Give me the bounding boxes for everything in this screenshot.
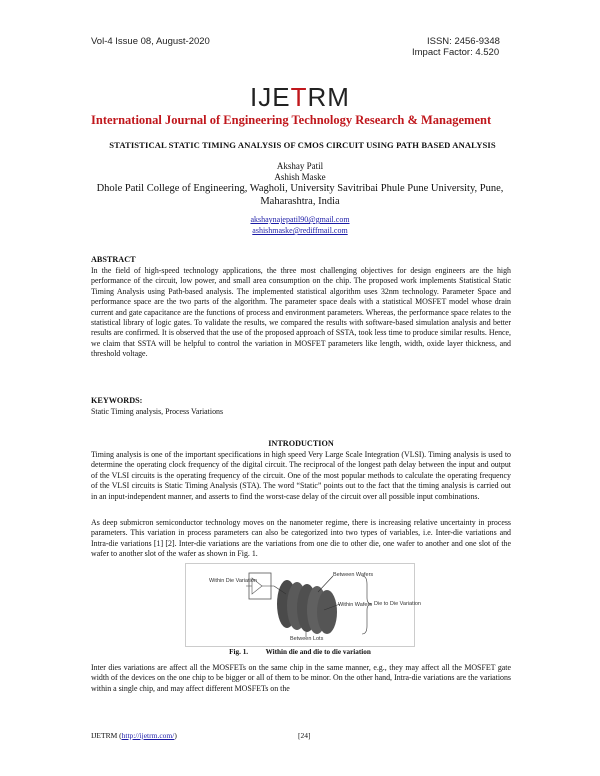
introduction-heading: INTRODUCTION [268, 439, 334, 448]
author-1: Akshay Patil [276, 161, 324, 171]
logo-text-red: T [290, 82, 308, 112]
intro-paragraph-2: As deep submicron semiconductor technology moves on the nanometer regime, there is increasing relative uncertainty in process parameters. This variation in process parameters can also be categorized into two types of variables, i.e. Inter-die variations and Intra-die variations [1] [2]. Inter-die variations are the variations from one die to other die, one wafer to another and one slot of the wafer to another slot of the wafer as shown in Fig. 1. [91, 518, 511, 559]
abstract-text: In the field of high-speed technology applications, the three most challenging objectives for design engineers are the high performance of the circuit, low power, and small area consumption on the chip. The proposed work implements Statistical Static Timing Analysis using Path-based analysis. The implemented statistical algorithm uses 32nm technology. Parameter Space and performance space are the two parts of the algorithm. The parameter space deals with a statistical MOSFET model whose drain current and gate capacitance are the functions of process and environment parameters. Whereas, the performance space relates to the statistical library of logic gates. To validate the results, we compared the results with software-based simulation analysis and better results are confirmed. It is observed that the use of the proposed approach of SSTA, took less time to produce similar results. Hence, we claim that SSTA will be helpful to control the variation in MOSFET parameters like length, width, oxide layer thickness, and threshold voltage. [91, 266, 511, 359]
caption-number: Fig. 1. [229, 648, 249, 656]
issn: ISSN: 2456-9348 [427, 36, 500, 47]
abstract-heading: ABSTRACT [91, 255, 136, 264]
footer-link[interactable]: http://ijetrm.com/ [121, 731, 175, 740]
footer-close: ) [174, 731, 177, 740]
volume-issue: Vol-4 Issue 08, August-2020 [91, 36, 210, 47]
logo-text-rest: RM [307, 82, 350, 112]
intro-paragraph-1: Timing analysis is one of the important specifications in high speed Very Large Scale Integration (VLSI). Timing analysis is used to determine the operating clock frequency of the digital circuit. The reciprocal of the longest path delay between the input and output of the VLSI circuits is the operating frequency of the circuit. One of the most popular methods to calculate the operating frequency of the VLSI circuits is Static Timing Analysis (STA). The word “Static” points out to the fact that the timing analysis is carried out in an input-independent manner, and asserts to find the worst-case delay of the circuit over all possible input combinations. [91, 450, 511, 501]
paper-title: STATISTICAL STATIC TIMING ANALYSIS OF CMOS CIRCUIT USING PATH BASED ANALYSIS [109, 140, 496, 150]
affiliation: Dhole Patil College of Engineering, Wagholi, University Savitribai Phule Pune University, Pune, Maharashtra, India [96, 183, 504, 207]
page-number: [24] [298, 731, 311, 740]
caption-text: Within die and die to die variation [265, 648, 371, 656]
label-die-to-die: Die to Die Variation [374, 601, 421, 607]
keywords-heading: KEYWORDS: [91, 396, 143, 405]
label-within-wafers: Within Wafers [338, 602, 373, 608]
email-2-link[interactable]: ashishmaske@rediffmail.com [252, 226, 348, 235]
logo-text-dark: IJE [250, 82, 291, 112]
author-2: Ashish Maske [274, 172, 326, 182]
email-2-row [0, 220, 600, 238]
label-within-die: Within Die Variation [209, 578, 257, 584]
arrow-between-wafers [318, 576, 333, 592]
email-1-link[interactable]: akshaynajepatil90@gmail.com [250, 215, 350, 224]
footer-journal [91, 731, 177, 740]
keywords-text: Static Timing analysis, Process Variations [91, 407, 224, 416]
impact-factor: Impact Factor: 4.520 [412, 47, 500, 58]
journal-logo [0, 82, 600, 113]
intro-paragraph-3: Inter dies variations are affect all the MOSFETs on the same chip in the same manner, e.g., they may affect all the MOSFET gate width of the devices on the one chip to be bigger or all of them to be minor. On the other hand, Intra-die variations are the variations within a single chip, and may affect different MOSFETs on the [91, 663, 511, 693]
wafer-5 [317, 590, 337, 634]
label-between-wafers: Between Wafers [333, 572, 374, 578]
figure-1 [185, 563, 421, 647]
journal-title: International Journal of Engineering Technology Research & Management [91, 113, 492, 127]
figure-1-caption [0, 648, 600, 656]
label-between-lots: Between Lots [290, 636, 324, 642]
footer-journal-text: IJETRM ( [91, 731, 122, 740]
